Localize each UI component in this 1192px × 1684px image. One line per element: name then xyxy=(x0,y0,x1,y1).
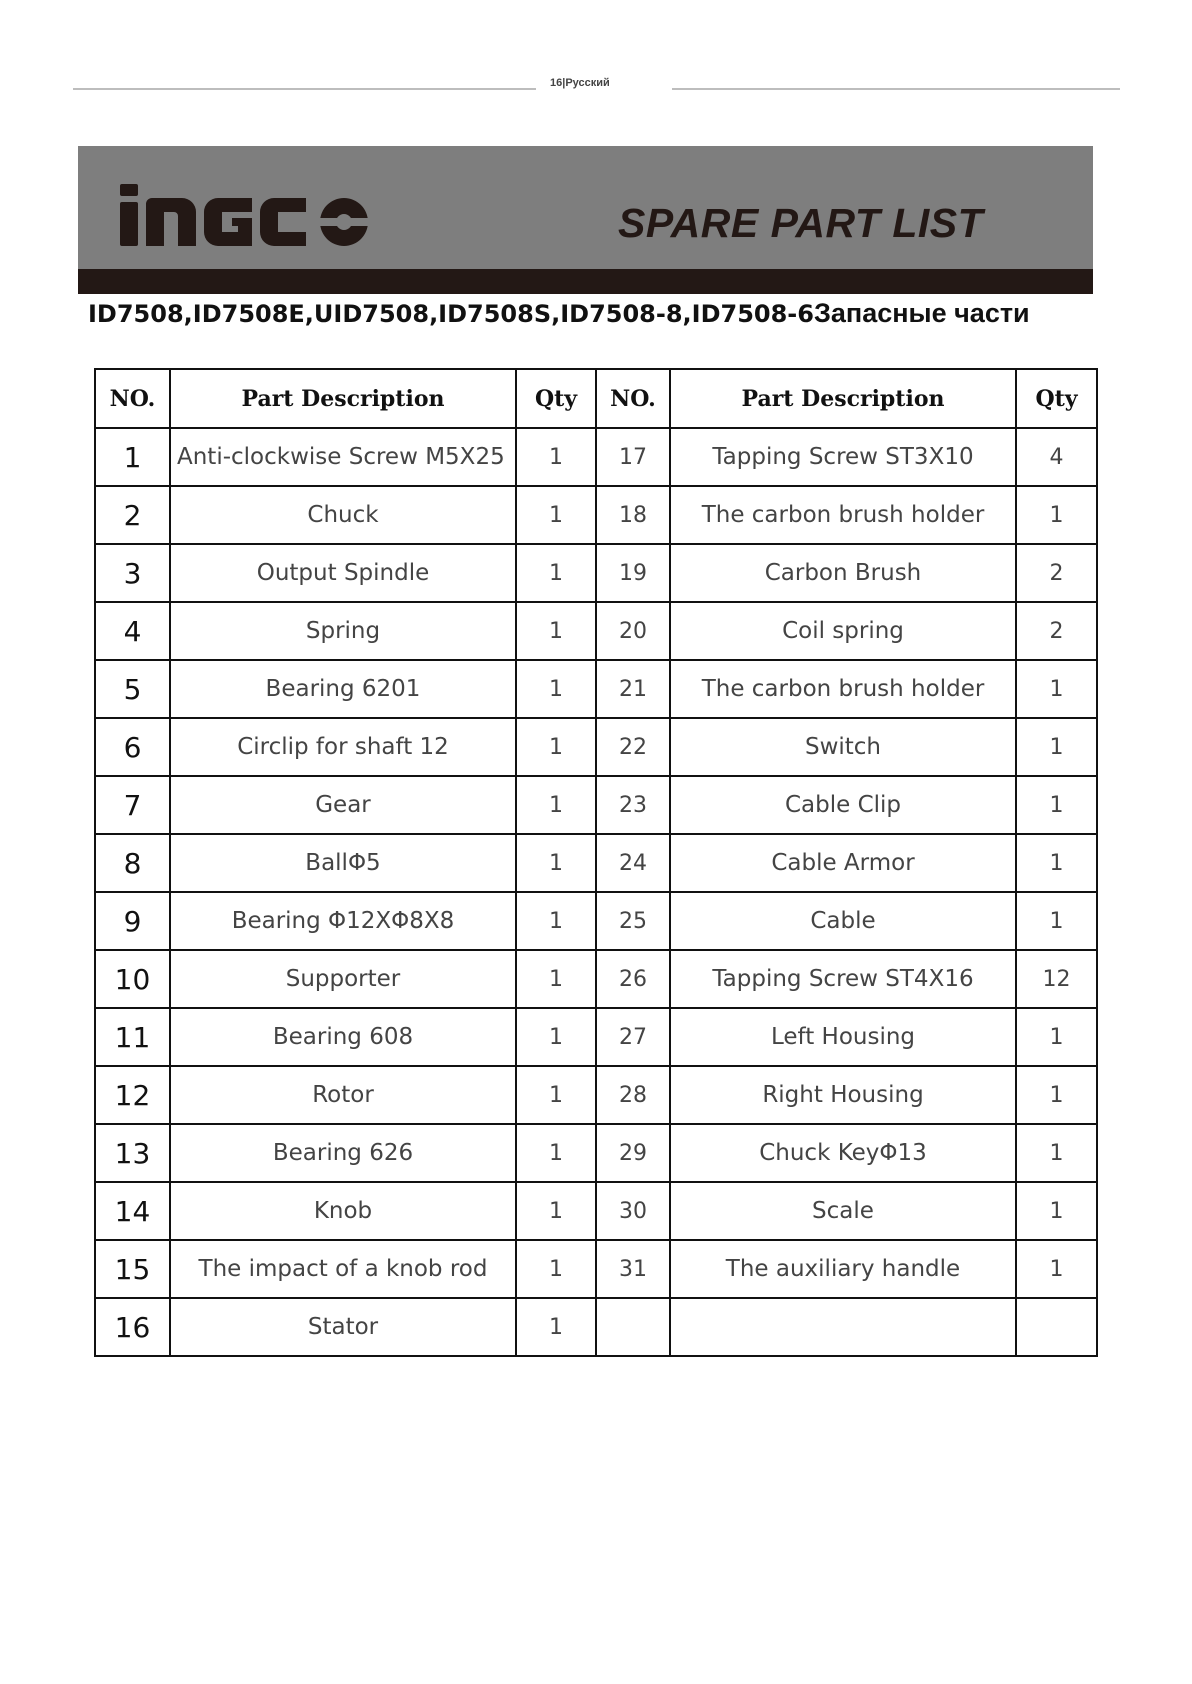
part-qty-right: 1 xyxy=(1016,776,1097,834)
table-header-row xyxy=(95,369,1097,428)
table-row xyxy=(95,1066,1097,1124)
part-number-left: 10 xyxy=(95,950,170,1008)
header-no-left: NO. xyxy=(95,369,170,428)
part-number-left: 2 xyxy=(95,486,170,544)
part-description-right: The carbon brush holder xyxy=(670,486,1016,544)
part-number-left: 3 xyxy=(95,544,170,602)
part-number-right: 25 xyxy=(596,892,670,950)
part-description-right: Cable Armor xyxy=(670,834,1016,892)
part-number-right: 29 xyxy=(596,1124,670,1182)
part-qty-left: 1 xyxy=(516,602,596,660)
part-description-right: Chuck KeyΦ13 xyxy=(670,1124,1016,1182)
table-row xyxy=(95,1298,1097,1356)
part-number-right: 30 xyxy=(596,1182,670,1240)
part-number-left: 13 xyxy=(95,1124,170,1182)
part-description-right: Tapping Screw ST4X16 xyxy=(670,950,1016,1008)
part-number-left: 5 xyxy=(95,660,170,718)
part-qty-right: 1 xyxy=(1016,1182,1097,1240)
part-number-right: 28 xyxy=(596,1066,670,1124)
part-qty-left: 1 xyxy=(516,776,596,834)
part-number-left: 1 xyxy=(95,428,170,486)
part-description-right: The auxiliary handle xyxy=(670,1240,1016,1298)
table-row xyxy=(95,428,1097,486)
part-qty-left: 1 xyxy=(516,950,596,1008)
table-row xyxy=(95,602,1097,660)
part-description-left: Bearing 6201 xyxy=(170,660,516,718)
part-qty-left: 1 xyxy=(516,834,596,892)
header-qty-right: Qty xyxy=(1016,369,1097,428)
table-body xyxy=(95,428,1097,1356)
part-description-left: Bearing 626 xyxy=(170,1124,516,1182)
part-description-left: Gear xyxy=(170,776,516,834)
part-qty-right: 1 xyxy=(1016,486,1097,544)
header-no-right: NO. xyxy=(596,369,670,428)
part-qty-left: 1 xyxy=(516,660,596,718)
part-number-left: 15 xyxy=(95,1240,170,1298)
part-qty-left: 1 xyxy=(516,1240,596,1298)
part-qty-right: 1 xyxy=(1016,1124,1097,1182)
part-qty-left: 1 xyxy=(516,718,596,776)
part-number-left: 16 xyxy=(95,1298,170,1356)
part-description-left: BallΦ5 xyxy=(170,834,516,892)
table-row xyxy=(95,486,1097,544)
part-description-left: Chuck xyxy=(170,486,516,544)
part-description-left: Rotor xyxy=(170,1066,516,1124)
spare-parts-table xyxy=(94,368,1098,1357)
table-row xyxy=(95,1182,1097,1240)
model-list: ID7508,ID7508E,UID7508,ID7508S,ID7508-8,ID7508-6 xyxy=(88,300,814,328)
part-description-left: Anti-clockwise Screw M5X25 xyxy=(170,428,516,486)
part-qty-left: 1 xyxy=(516,1066,596,1124)
header-description-right: Part Description xyxy=(670,369,1016,428)
part-qty-left: 1 xyxy=(516,892,596,950)
part-description-left: Circlip for shaft 12 xyxy=(170,718,516,776)
part-qty-left: 1 xyxy=(516,544,596,602)
part-description-right: Cable xyxy=(670,892,1016,950)
part-description-right: Tapping Screw ST3X10 xyxy=(670,428,1016,486)
part-number-left: 14 xyxy=(95,1182,170,1240)
part-description-left: The impact of a knob rod xyxy=(170,1240,516,1298)
part-qty-right: 1 xyxy=(1016,892,1097,950)
part-description-left: Output Spindle xyxy=(170,544,516,602)
part-number-right: 17 xyxy=(596,428,670,486)
header-description-left: Part Description xyxy=(170,369,516,428)
part-description-right: Cable Clip xyxy=(670,776,1016,834)
model-subtitle xyxy=(88,298,1030,329)
part-description-left: Stator xyxy=(170,1298,516,1356)
part-number-right: 27 xyxy=(596,1008,670,1066)
part-description-left: Knob xyxy=(170,1182,516,1240)
part-qty-right: 1 xyxy=(1016,1240,1097,1298)
part-qty-right: 2 xyxy=(1016,602,1097,660)
table-row xyxy=(95,1008,1097,1066)
part-number-left: 8 xyxy=(95,834,170,892)
header-rule-left xyxy=(73,88,536,90)
part-description-left: Bearing Φ12XΦ8X8 xyxy=(170,892,516,950)
table-row xyxy=(95,892,1097,950)
part-qty-left: 1 xyxy=(516,486,596,544)
header-rule-right xyxy=(672,88,1120,90)
part-description-right: Carbon Brush xyxy=(670,544,1016,602)
header-qty-left: Qty xyxy=(516,369,596,428)
part-number-right: 31 xyxy=(596,1240,670,1298)
table-row xyxy=(95,776,1097,834)
part-number-right xyxy=(596,1298,670,1356)
part-qty-left: 1 xyxy=(516,1124,596,1182)
part-number-right: 26 xyxy=(596,950,670,1008)
part-qty-right: 1 xyxy=(1016,1066,1097,1124)
part-description-right: Left Housing xyxy=(670,1008,1016,1066)
part-number-right: 19 xyxy=(596,544,670,602)
part-number-left: 9 xyxy=(95,892,170,950)
table-row xyxy=(95,1124,1097,1182)
part-description-left: Spring xyxy=(170,602,516,660)
part-number-left: 7 xyxy=(95,776,170,834)
part-description-right: Right Housing xyxy=(670,1066,1016,1124)
part-description-left: Bearing 608 xyxy=(170,1008,516,1066)
part-qty-left: 1 xyxy=(516,428,596,486)
part-description-right: Switch xyxy=(670,718,1016,776)
part-qty-right xyxy=(1016,1298,1097,1356)
part-qty-right: 1 xyxy=(1016,660,1097,718)
part-number-right: 23 xyxy=(596,776,670,834)
part-number-right: 24 xyxy=(596,834,670,892)
part-description-right xyxy=(670,1298,1016,1356)
part-number-right: 21 xyxy=(596,660,670,718)
part-qty-right: 4 xyxy=(1016,428,1097,486)
part-description-right: Scale xyxy=(670,1182,1016,1240)
part-number-left: 11 xyxy=(95,1008,170,1066)
part-qty-right: 1 xyxy=(1016,834,1097,892)
part-qty-left: 1 xyxy=(516,1008,596,1066)
part-number-left: 6 xyxy=(95,718,170,776)
part-qty-right: 1 xyxy=(1016,718,1097,776)
banner-dark-bar xyxy=(78,269,1093,294)
table-row xyxy=(95,544,1097,602)
part-number-right: 22 xyxy=(596,718,670,776)
part-number-right: 20 xyxy=(596,602,670,660)
part-number-left: 12 xyxy=(95,1066,170,1124)
table-row xyxy=(95,660,1097,718)
table-row xyxy=(95,834,1097,892)
part-qty-right: 12 xyxy=(1016,950,1097,1008)
part-number-right: 18 xyxy=(596,486,670,544)
banner-title: SPARE PART LIST xyxy=(618,200,984,246)
russian-caption: Запасные части xyxy=(813,298,1030,328)
table-row xyxy=(95,950,1097,1008)
part-number-left: 4 xyxy=(95,602,170,660)
table-row xyxy=(95,718,1097,776)
table-row xyxy=(95,1240,1097,1298)
part-description-right: Coil spring xyxy=(670,602,1016,660)
brand-banner xyxy=(78,146,1093,294)
part-qty-left: 1 xyxy=(516,1182,596,1240)
part-description-left: Supporter xyxy=(170,950,516,1008)
part-description-right: The carbon brush holder xyxy=(670,660,1016,718)
part-qty-left: 1 xyxy=(516,1298,596,1356)
part-qty-right: 2 xyxy=(1016,544,1097,602)
ingco-logo xyxy=(120,178,380,248)
page-number-label: 16|Русский xyxy=(550,77,610,89)
part-qty-right: 1 xyxy=(1016,1008,1097,1066)
